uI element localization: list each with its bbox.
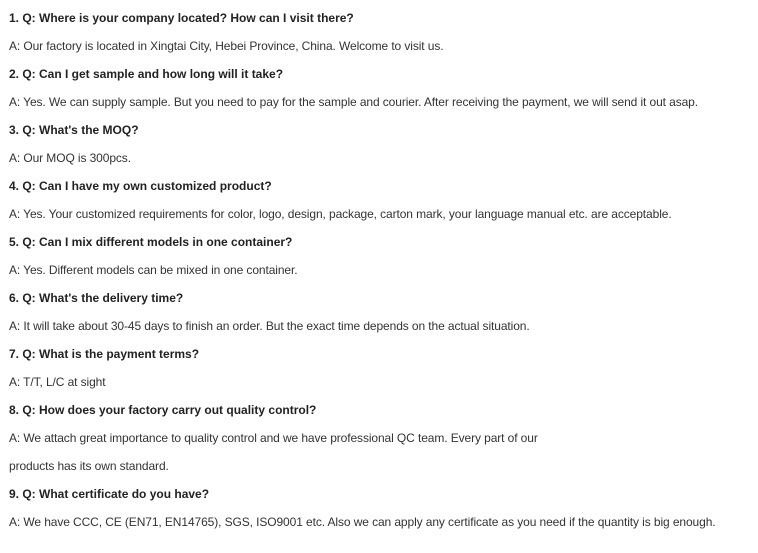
- faq-question: 1. Q: Where is your company located? How can I visit there?: [9, 11, 354, 25]
- faq-question: 7. Q: What is the payment terms?: [9, 347, 200, 361]
- faq-answer: A: We attach great importance to quality control and we have professional QC team. Every part of our: [9, 431, 538, 445]
- faq-question: 4. Q: Can I have my own customized product?: [9, 179, 272, 193]
- faq-question: 6. Q: What's the delivery time?: [9, 291, 184, 305]
- faq-answer: A: T/T, L/C at sight: [9, 375, 106, 389]
- faq-question: 5. Q: Can I mix different models in one container?: [9, 235, 293, 249]
- faq-answer: A: Yes. We can supply sample. But you need to pay for the sample and courier. After receiving the payment, we will send it out asap.: [9, 95, 698, 109]
- faq-question: 3. Q: What's the MOQ?: [9, 123, 139, 137]
- faq-question: 9. Q: What certificate do you have?: [9, 487, 210, 501]
- faq-answer: A: Yes. Different models can be mixed in one container.: [9, 263, 298, 277]
- faq-answer: A: It will take about 30-45 days to finish an order. But the exact time depends on the actual situation.: [9, 319, 530, 333]
- faq-question: 8. Q: How does your factory carry out quality control?: [9, 403, 317, 417]
- faq-answer: A: Yes. Your customized requirements for color, logo, design, package, carton mark, your language manual etc. are acceptable.: [9, 207, 672, 221]
- faq-answer: A: Our MOQ is 300pcs.: [9, 151, 131, 165]
- faq-question: 2. Q: Can I get sample and how long will it take?: [9, 67, 284, 81]
- faq-answer: A: We have CCC, CE (EN71, EN14765), SGS, ISO9001 etc. Also we can apply any certificate as you need if the quantity is big enough.: [9, 515, 716, 529]
- faq-answer-continued: products has its own standard.: [9, 459, 169, 473]
- faq-answer: A: Our factory is located in Xingtai City, Hebei Province, China. Welcome to visit us.: [9, 39, 444, 53]
- faq-list: [9, 10, 754, 542]
